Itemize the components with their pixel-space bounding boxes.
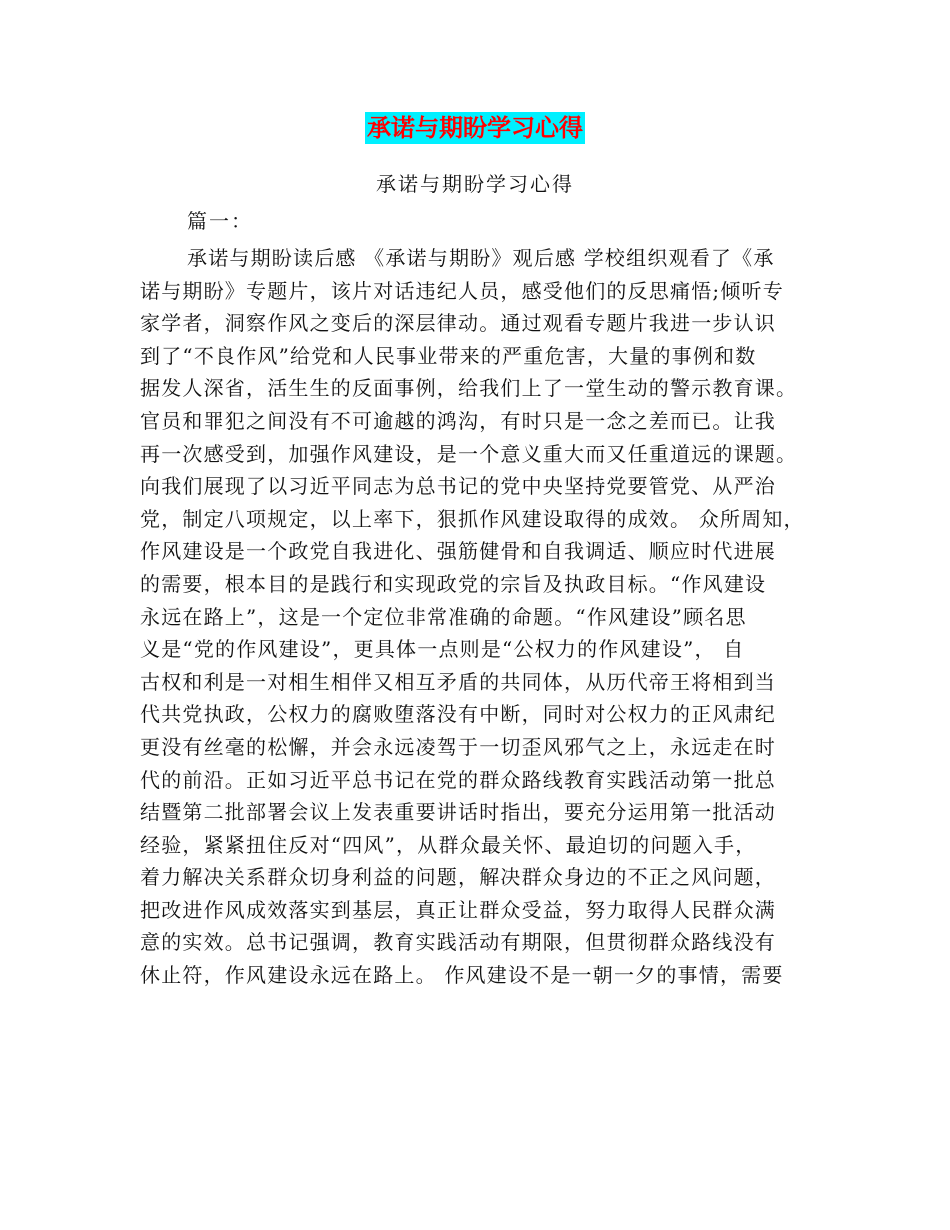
text-line: 更没有丝毫的松懈，并会永远凌驾于一切歪风邪气之上，永远走在时 — [140, 734, 776, 759]
text-line: 官员和罪犯之间没有不可逾越的鸿沟，有时只是一念之差而已。让我 — [140, 408, 776, 433]
text-line: 向我们展现了以习近平同志为总书记的党中央坚持党要管党、从严治 — [140, 474, 776, 499]
text-line: 古权和利是一对相生相伴又相互矛盾的共同体，从历代帝王将相到当 — [140, 669, 776, 694]
section-label: 篇一： — [187, 209, 253, 233]
text-line: 据发人深省，活生生的反面事例，给我们上了一堂生动的警示教育课。 — [140, 376, 798, 401]
text-line: 代的前沿。正如习近平总书记在党的群众路线教育实践活动第一批总 — [140, 767, 776, 792]
text-line: 代共党执政，公权力的腐败堕落没有中断，同时对公权力的正风肃纪 — [140, 702, 776, 727]
text-line: 结暨第二批部署会议上发表重要讲话时指出，要充分运用第一批活动 — [140, 800, 776, 825]
body-text — [140, 242, 820, 992]
text-line: 到了“不良作风”给党和人民事业带来的严重危害，大量的事例和数 — [140, 343, 757, 368]
text-line: 再一次感受到，加强作风建设，是一个意义重大而又任重道远的课题。 — [140, 441, 798, 466]
text-line: 承诺与期盼读后感 《承诺与期盼》观后感 学校组织观看了《承 — [187, 246, 775, 270]
text-line: 着力解决关系群众切身利益的问题，解决群众身边的不正之风问题， — [140, 865, 776, 890]
text-line: 休止符，作风建设永远在路上。 作风建设不是一朝一夕的事情，需要 — [140, 963, 784, 988]
document-title: 承诺与期盼学习心得 — [367, 114, 583, 142]
document-subtitle: 承诺与期盼学习心得 — [376, 172, 574, 196]
text-line: 的需要，根本目的是践行和实现政党的宗旨及执政目标。“作风建设 — [140, 571, 767, 596]
text-line: 诺与期盼》专题片，该片对话违纪人员，感受他们的反思痛悟;倾听专 — [140, 278, 784, 303]
text-line: 义是“党的作风建设”，更具体一点则是“公权力的作风建设”， 自 — [140, 637, 745, 662]
text-line: 经验，紧紧扭住反对“四风”，从群众最关怀、最迫切的问题入手， — [140, 832, 757, 857]
text-line: 把改进作风成效落实到基层，真正让群众受益，努力取得人民群众满 — [140, 897, 776, 922]
text-line: 党，制定八项规定，以上率下，狠抓作风建设取得的成效。 众所周知， — [140, 506, 805, 531]
text-line: 家学者，洞察作风之变后的深层律动。通过观看专题片我进一步认识 — [140, 311, 776, 336]
text-line: 作风建设是一个政党自我进化、强筋健骨和自我调适、顺应时代进展 — [140, 539, 776, 564]
text-line: 永远在路上”，这是一个定位非常准确的命题。“作风建设”顾名思 — [140, 604, 747, 629]
title-container — [0, 112, 950, 144]
text-line: 意的实效。总书记强调，教育实践活动有期限，但贯彻群众路线没有 — [140, 930, 776, 955]
